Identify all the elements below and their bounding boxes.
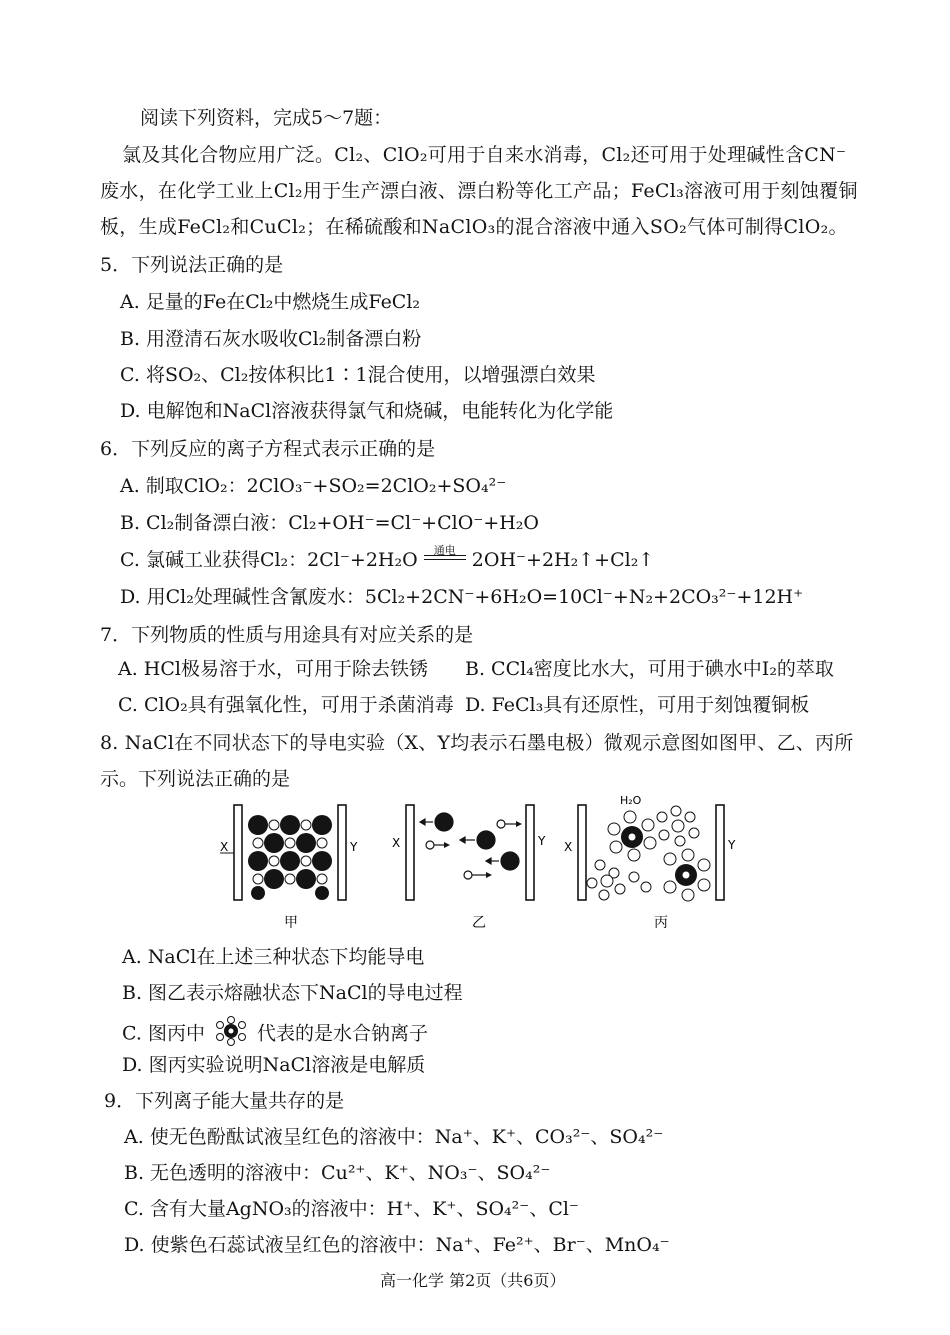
question-7-stem: 7．下列物质的性质与用途具有对应关系的是: [100, 624, 474, 646]
hydrated-ion-icon: [211, 1016, 251, 1053]
question-8-option-b: B. 图乙表示熔融状态下NaCl的导电过程: [122, 982, 463, 1004]
water-molecule-label: H₂O: [620, 795, 642, 807]
reading-prompt: 阅读下列资料，完成5～7题：: [140, 107, 393, 129]
question-5-option-a: A. 足量的Fe在Cl₂中燃烧生成FeCl₂: [120, 291, 421, 313]
intro-paragraph-line-2: 废水，在化学工业上Cl₂用于生产漂白液、漂白粉等化工产品；FeCl₃溶液可用于刻蚀覆铜: [100, 180, 858, 202]
question-8-option-d: D. 图丙实验说明NaCl溶液是电解质: [122, 1054, 426, 1076]
question-7-option-c: C. ClO₂具有强氧化性，可用于杀菌消毒: [118, 694, 454, 716]
question-8-stem-line-1: 8. NaCl在不同状态下的导电实验（X、Y均表示石墨电极）微观示意图如图甲、乙、丙所: [100, 732, 854, 754]
figure-yi-molten: [392, 805, 546, 931]
question-8-option-c: [122, 1016, 428, 1053]
question-6-option-c-right: 2OH⁻+2H₂↑+Cl₂↑: [471, 549, 655, 571]
question-7-option-d: D. FeCl₃具有还原性，可用于刻蚀覆铜板: [465, 694, 810, 716]
question-8-option-c-suffix: 代表的是水合钠离子: [257, 1022, 429, 1045]
question-5-option-b: B. 用澄清石灰水吸收Cl₂制备漂白粉: [120, 328, 422, 350]
question-6-stem: 6．下列反应的离子方程式表示正确的是: [100, 438, 436, 460]
question-9-option-d: D. 使紫色石蕊试液呈红色的溶液中：Na⁺、Fe²⁺、Br⁻、MnO₄⁻: [124, 1234, 670, 1256]
nacl-conduction-diagram: [210, 795, 750, 935]
question-8-stem-line-2: 示。下列说法正确的是: [100, 768, 291, 790]
question-5-option-c: C. 将SO₂、Cl₂按体积比1∶1混合使用，以增强漂白效果: [120, 364, 596, 386]
question-5-option-d: D. 电解饱和NaCl溶液获得氯气和烧碱，电能转化为化学能: [120, 400, 614, 422]
question-7-option-a: A. HCl极易溶于水，可用于除去铁锈: [118, 658, 428, 680]
question-6-option-a: A. 制取ClO₂：2ClO₃⁻+SO₂=2ClO₂+SO₄²⁻: [120, 475, 507, 497]
figure-jia-caption: 甲: [284, 915, 298, 931]
intro-paragraph-line-3: 板，生成FeCl₂和CuCl₂；在稀硫酸和NaClO₃的混合溶液中通入SO₂气体可制得ClO₂。: [100, 216, 848, 238]
electrode-x-label: X: [564, 840, 573, 854]
electrolysis-condition: 通电: [433, 544, 456, 557]
question-8-option-c-prefix: C. 图丙中: [122, 1022, 205, 1045]
electrode-x-label: X: [220, 840, 229, 854]
figure-yi-caption: 乙: [472, 915, 486, 931]
question-5-stem: 5．下列说法正确的是: [100, 254, 284, 276]
question-9-option-a: A. 使无色酚酞试液呈红色的溶液中：Na⁺、K⁺、CO₃²⁻、SO₄²⁻: [124, 1126, 664, 1148]
electrode-y-label: Y: [350, 840, 358, 854]
question-9-option-c: C. 含有大量AgNO₃的溶液中：H⁺、K⁺、SO₄²⁻、Cl⁻: [124, 1198, 579, 1220]
figure-jia-solid-lattice: [220, 805, 358, 931]
electrode-x-label: X: [392, 836, 401, 850]
question-6-option-c: [120, 544, 655, 573]
electrode-y-label: Y: [538, 834, 546, 848]
question-6-option-d: D. 用Cl₂处理碱性含氰废水：5Cl₂+2CN⁻+6H₂O=10Cl⁻+N₂+2CO₃²⁻+12H⁺: [120, 586, 804, 608]
question-8-option-a: A. NaCl在上述三种状态下均能导电: [122, 946, 425, 968]
electrode-y-label: Y: [728, 838, 736, 852]
question-9-stem: 9．下列离子能大量共存的是: [104, 1090, 345, 1112]
page-footer: 高一化学 第2页（共6页）: [380, 1271, 566, 1290]
question-6-option-b: B. Cl₂制备漂白液：Cl₂+OH⁻=Cl⁻+ClO⁻+H₂O: [120, 512, 539, 534]
figure-bing-solution: [564, 795, 736, 931]
intro-paragraph-line-1: 氯及其化合物应用广泛。Cl₂、ClO₂可用于自来水消毒，Cl₂还可用于处理碱性含CN⁻: [122, 144, 847, 166]
question-9-option-b: B. 无色透明的溶液中：Cu²⁺、K⁺、NO₃⁻、SO₄²⁻: [124, 1162, 551, 1184]
figure-bing-caption: 丙: [654, 915, 668, 931]
question-7-option-b: B. CCl₄密度比水大，可用于碘水中I₂的萃取: [465, 658, 834, 680]
question-6-option-c-left: C. 氯碱工业获得Cl₂：2Cl⁻+2H₂O: [120, 549, 418, 571]
